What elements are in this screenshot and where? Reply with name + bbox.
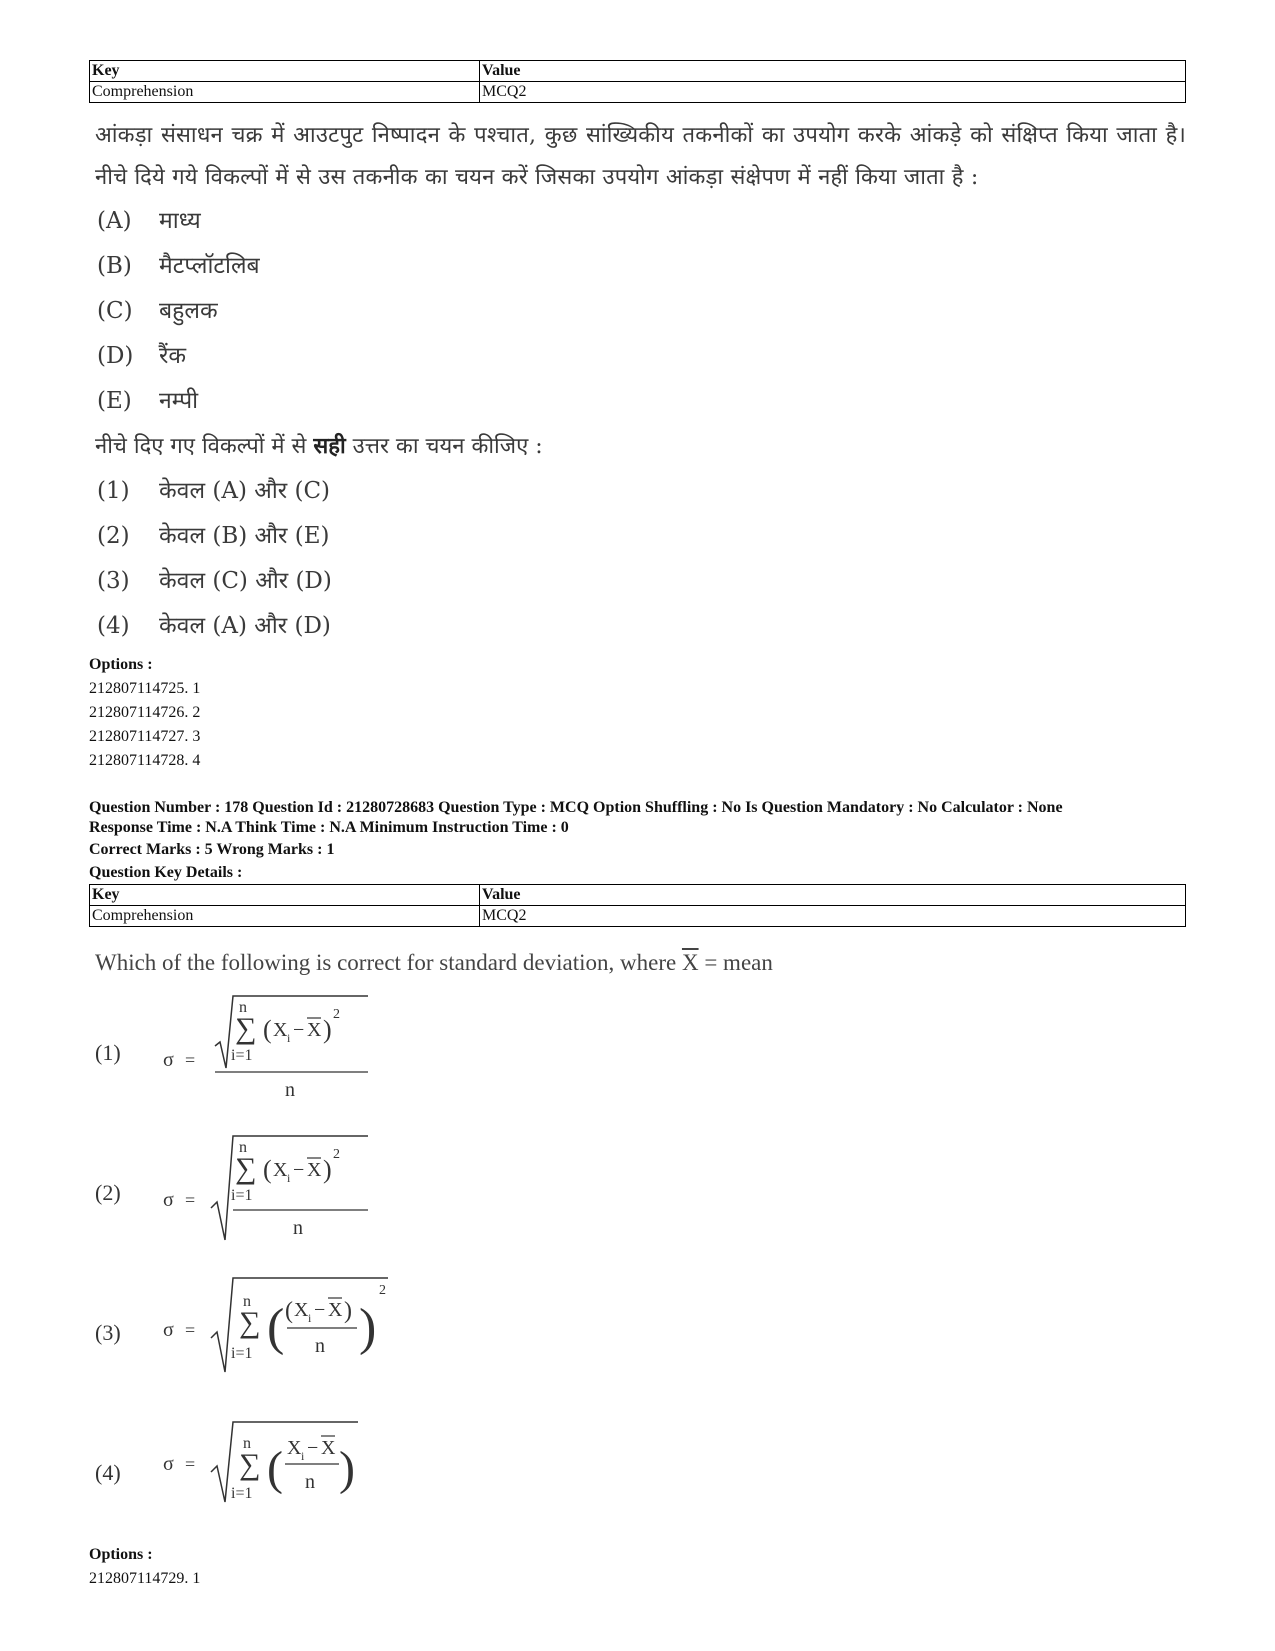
list-item <box>97 244 1186 289</box>
equals-sign: = <box>185 1190 196 1210</box>
equals-sign: = <box>185 1454 196 1474</box>
table-header-row <box>90 61 1186 82</box>
options-section <box>89 653 1186 773</box>
item-label: (A) <box>97 208 132 234</box>
formula-label: (2) <box>95 1180 121 1205</box>
formula-option-1 <box>95 983 1186 1123</box>
key-value-table <box>89 884 1186 927</box>
denominator: n <box>305 1471 315 1493</box>
table-cell-value: MCQ2 <box>480 82 1186 103</box>
item-label: (C) <box>97 298 133 324</box>
denominator: n <box>293 1217 303 1239</box>
formula-label: (4) <box>95 1460 121 1485</box>
xbar-var: X <box>307 1019 322 1041</box>
table-header-value: Value <box>480 885 1186 906</box>
table-header-key: Key <box>90 885 480 906</box>
key-value-table <box>89 60 1186 103</box>
options-label: Options : <box>89 1546 153 1563</box>
choice-text: केवल (C) और (D) <box>159 568 332 594</box>
item-text: नम्पी <box>159 388 199 414</box>
sum-symbol: ∑ <box>235 1152 257 1185</box>
choice-label: (4) <box>97 613 130 639</box>
stem-text: Which of the following is correct for standard deviation, where <box>95 950 682 975</box>
table-cell-key: Comprehension <box>90 906 480 927</box>
instruction-text: नीचे दिए गए विकल्पों में से <box>95 434 314 459</box>
formula-label: (3) <box>95 1320 121 1345</box>
choice-text: केवल (B) और (E) <box>159 523 330 549</box>
formula-label: (1) <box>95 1040 121 1065</box>
item-label: (B) <box>97 253 132 279</box>
paren-close: ) <box>323 1015 332 1044</box>
minus-sign: − <box>293 1019 305 1041</box>
sum-upper: n <box>239 1139 247 1156</box>
question-stem <box>95 943 1186 983</box>
sum-upper: n <box>239 999 247 1016</box>
choice-label: (1) <box>97 478 130 504</box>
paren-close: ) <box>323 1155 332 1184</box>
denominator: n <box>315 1335 325 1357</box>
table-header-value: Value <box>480 61 1186 82</box>
sum-symbol: ∑ <box>239 1306 261 1339</box>
sum-upper: n <box>243 1293 251 1310</box>
x-var: X <box>273 1159 288 1181</box>
choice-item <box>97 469 1186 514</box>
formula-4-svg <box>163 1418 483 1528</box>
choice-item <box>97 514 1186 559</box>
paren-open: ( <box>263 1155 272 1184</box>
choice-label: (2) <box>97 523 130 549</box>
options-section <box>89 1543 1186 1591</box>
sum-symbol: ∑ <box>239 1448 261 1481</box>
table-cell-value: MCQ2 <box>480 906 1186 927</box>
item-text: बहुलक <box>159 298 218 324</box>
stem-xbar: $\overline{X}$ <box>681 950 699 975</box>
option-id: 212807114728. 4 <box>89 752 201 769</box>
sigma-symbol: σ <box>163 1049 174 1071</box>
stem-text: = mean <box>698 950 773 975</box>
big-paren-close: ) <box>339 1442 355 1495</box>
option-id: 212807114726. 2 <box>89 704 201 721</box>
question-instruction <box>95 424 1186 469</box>
sigma-symbol: σ <box>163 1189 174 1211</box>
x-var: X <box>273 1019 288 1041</box>
big-paren-open: ( <box>267 1442 283 1495</box>
option-id: 212807114727. 3 <box>89 728 201 745</box>
table-row <box>90 82 1186 103</box>
question-stem: आंकड़ा संसाधन चक्र में आउटपुट निष्पादन के पश्चात, कुछ सांख्यिकीय तकनीकों का उपयोग करके आंकड़े को संक्षिप्त किया जाता है। नीचे दिये गये विकल्पों में से उस तकनीक का चयन करें जिसका उपयोग आंकड़ा संक्षेपण में नहीं किया जाता है : <box>95 123 1186 190</box>
question-key-details: Question Key Details : <box>89 864 243 881</box>
instruction-text: उत्तर का चयन कीजिए : <box>345 434 543 459</box>
minus-sign: − <box>314 1299 326 1321</box>
question-177-block <box>89 115 1186 649</box>
big-paren-open: ( <box>267 1299 285 1356</box>
x-var: X <box>287 1437 302 1459</box>
table-row <box>90 906 1186 927</box>
paren-open: ( <box>263 1015 272 1044</box>
question-178-meta <box>89 798 1186 884</box>
minus-sign: − <box>293 1159 305 1181</box>
equals-sign: = <box>185 1050 196 1070</box>
list-item <box>97 199 1186 244</box>
equals-sign: = <box>185 1320 196 1340</box>
list-item <box>97 289 1186 334</box>
sum-upper: n <box>243 1435 251 1452</box>
table-header-key: Key <box>90 61 480 82</box>
sum-symbol: ∑ <box>235 1012 257 1045</box>
table-cell-key: Comprehension <box>90 82 480 103</box>
formula-option-2 <box>95 1123 1186 1263</box>
x-sub: i <box>287 1171 291 1185</box>
list-item <box>97 379 1186 424</box>
item-label: (E) <box>97 388 132 414</box>
x-sub: i <box>308 1311 312 1325</box>
formula-1-svg <box>163 988 483 1118</box>
question-meta-line: Question Number : 178 Question Id : 21280728683 Question Type : MCQ Option Shuffling : No Is Question Mandatory : No Calculator : None <box>89 799 1063 816</box>
choice-text: केवल (A) और (C) <box>159 478 331 504</box>
x-var: X <box>294 1299 309 1321</box>
option-id: 212807114729. 1 <box>89 1570 201 1587</box>
sum-lower: i=1 <box>231 1187 253 1204</box>
question-marks: Correct Marks : 5 Wrong Marks : 1 <box>89 841 335 858</box>
choice-item <box>97 559 1186 604</box>
paren-open: ( <box>285 1298 293 1324</box>
sum-lower: i=1 <box>231 1485 253 1502</box>
option-id: 212807114725. 1 <box>89 680 201 697</box>
x-sub: i <box>287 1031 291 1045</box>
sigma-symbol: σ <box>163 1319 174 1341</box>
square-exp: 2 <box>333 1007 340 1022</box>
minus-sign: − <box>307 1437 319 1459</box>
xbar-var: X <box>307 1159 322 1181</box>
square-exp: 2 <box>333 1147 340 1162</box>
xbar-var: X <box>321 1437 336 1459</box>
xbar-var: X <box>328 1299 343 1321</box>
item-text: माध्य <box>159 208 201 234</box>
formula-option-3 <box>95 1263 1186 1403</box>
instruction-bold: सही <box>313 433 346 459</box>
formula-option-4 <box>95 1403 1186 1543</box>
item-label: (D) <box>97 343 134 369</box>
big-paren-close: ) <box>359 1299 377 1356</box>
sigma-symbol: σ <box>163 1453 174 1475</box>
item-text: रैंक <box>159 343 187 369</box>
choice-text: केवल (A) और (D) <box>159 613 331 639</box>
table-header-row <box>90 885 1186 906</box>
document-page <box>89 60 1186 1591</box>
formula-3-svg <box>163 1268 483 1398</box>
formula-2-svg <box>163 1128 483 1258</box>
item-text: मैटप्लॉटलिब <box>159 253 260 279</box>
choice-label: (3) <box>97 568 130 594</box>
sum-lower: i=1 <box>231 1047 253 1064</box>
denominator: n <box>285 1079 295 1101</box>
choice-item <box>97 604 1186 649</box>
list-item <box>97 334 1186 379</box>
x-sub: i <box>301 1449 305 1463</box>
paren-close: ) <box>344 1298 352 1324</box>
options-label: Options : <box>89 656 153 673</box>
sum-lower: i=1 <box>231 1345 253 1362</box>
square-exp: 2 <box>379 1283 386 1298</box>
question-meta-line: Response Time : N.A Think Time : N.A Minimum Instruction Time : 0 <box>89 819 569 836</box>
